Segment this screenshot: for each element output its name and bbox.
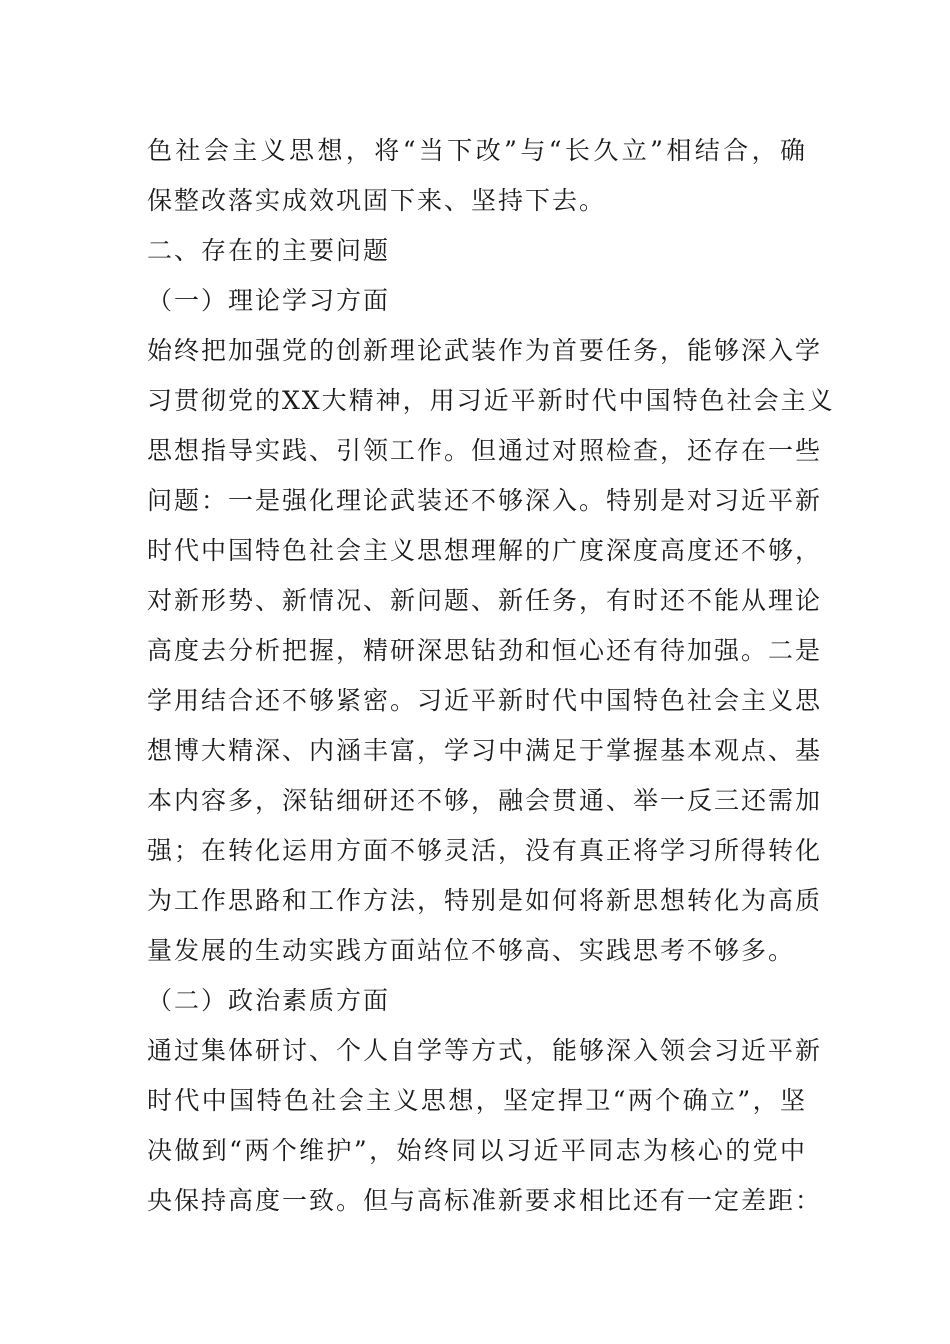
- body-text-line: 时代中国特色社会主义思想，坚定捍卫“两个确立”，坚: [147, 1086, 807, 1115]
- body-text-line: 本内容多，深钻细研还不够，融会贯通、举一反三还需加: [147, 786, 823, 815]
- document-body: [147, 126, 835, 1226]
- section-heading: 二、存在的主要问题: [147, 236, 391, 265]
- body-text-line: 对新形势、新情况、新问题、新任务，有时还不能从理论: [147, 586, 823, 615]
- body-text-line: 高度去分析把握，精研深思钻劲和恒心还有待加强。二是: [147, 636, 823, 665]
- body-text-line: 通过集体研讨、个人自学等方式，能够深入领会习近平新: [147, 1036, 823, 1065]
- body-text-line: 保整改落实成效巩固下来、坚持下去。: [147, 186, 607, 215]
- body-text-line: 时代中国特色社会主义思想理解的广度深度高度还不够，: [147, 536, 823, 565]
- body-text-line: 强；在转化运用方面不够灵活，没有真正将学习所得转化: [147, 836, 823, 865]
- body-text-line: 学用结合还不够紧密。习近平新时代中国特色社会主义思: [147, 686, 823, 715]
- body-text-line: 为工作思路和工作方法，特别是如何将新思想转化为高质: [147, 886, 823, 915]
- body-text-line: 想博大精深、内涵丰富，学习中满足于掌握基本观点、基: [147, 736, 823, 765]
- body-text-line: 决做到“两个维护”，始终同以习近平同志为核心的党中: [147, 1136, 807, 1165]
- subsection-heading: （二）政治素质方面: [147, 986, 391, 1015]
- body-text-line: 始终把加强党的创新理论武装作为首要任务，能够深入学: [147, 336, 823, 365]
- body-text-line: 问题：一是强化理论武装还不够深入。特别是对习近平新: [147, 486, 823, 515]
- body-text-line: 量发展的生动实践方面站位不够高、实践思考不够多。: [147, 936, 796, 965]
- body-text-line: 习贯彻党的XX大精神，用习近平新时代中国特色社会主义: [147, 386, 835, 415]
- subsection-heading: （一）理论学习方面: [147, 286, 391, 315]
- body-text-line: 思想指导实践、引领工作。但通过对照检查，还存在一些: [147, 436, 823, 465]
- body-text-line: 央保持高度一致。但与高标准新要求相比还有一定差距：: [147, 1186, 823, 1215]
- body-text-line: 色社会主义思想，将“当下改”与“长久立”相结合，确: [147, 136, 807, 165]
